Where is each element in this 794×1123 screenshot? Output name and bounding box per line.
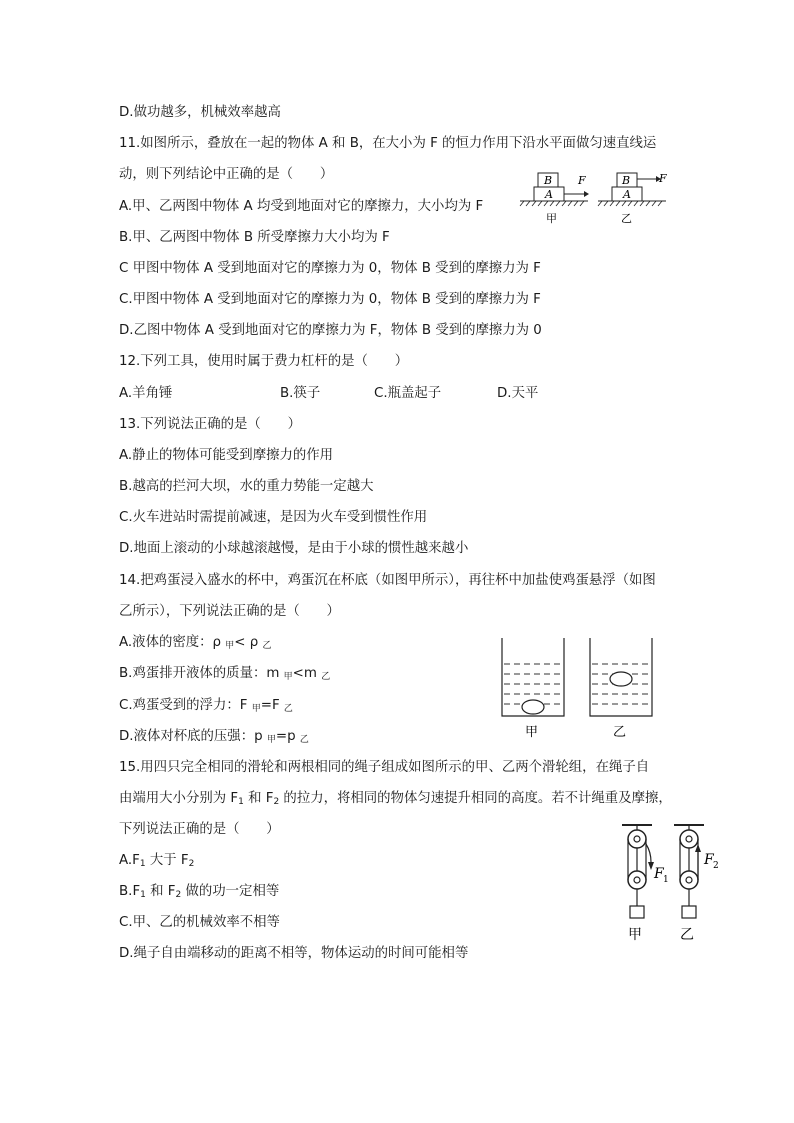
caption-yi: 乙 [613,725,627,740]
q15-stem-line1: 15.用四只完全相同的滑轮和两根相同的绳子组成如图所示的甲、乙两个滑轮组，在绳子自 [119,760,650,775]
q13-option-c: C.火车进站时需提前减速，是因为火车受到惯性作用 [119,510,428,525]
q15-option-b: $B.F_1$ 和 $F_2$ 做的功一定相等 [119,884,280,900]
q12-option-b: B.筷子 [280,386,321,401]
q11-stem-line1: 11.如图所示，叠放在一起的物体 A 和 B，在大小为 F 的恒力作用下沿水平面做匀速直线运 [119,136,657,151]
q14-option-a: A.液体的密度：ρ $_甲$< ρ $_乙$ [119,635,272,651]
q11-stem-line2: 动，则下列结论中正确的是（ ） [119,167,334,182]
q10-option-d: D.做功越多，机械效率越高 [119,105,281,120]
q15-stem-line2: 由端用大小分别为 $F_1$ 和 $F_2$ 的拉力，将相同的物体匀速提升相同的高度。若不计绳重及摩擦， [119,791,672,807]
weight-right [682,906,696,918]
caption-yi: 乙 [680,927,694,943]
q13-option-a: A.静止的物体可能受到摩擦力的作用 [119,448,334,463]
q11-option-c1: C 甲图中物体 A 受到地面对它的摩擦力为 0，物体 B 受到的摩擦力为 F [119,261,541,276]
q15-figure [618,822,728,944]
egg-right [610,672,632,686]
q11-option-b: B.甲、乙两图中物体 B 所受摩擦力大小均为 F [119,230,390,245]
q14-stem-line2: 乙所示），下列说法正确的是（ ） [119,604,340,619]
q15-option-c: C.甲、乙的机械效率不相等 [119,915,280,930]
q12-option-c: C.瓶盖起子 [374,386,442,401]
q12-option-d: D.天平 [497,386,539,401]
q14-figure [500,634,660,742]
label-b-right: B [622,174,631,187]
label-a-right: A [623,188,631,201]
caption-yi: 乙 [621,212,632,225]
q15-option-d: D.绳子自由端移动的距离不相等，物体运动的时间可能相等 [119,946,469,961]
svg-text:2: 2 [713,861,719,871]
label-f2: F [704,852,714,868]
q14-option-d: D.液体对杯底的压强：p $_甲$=p $_乙$ [119,729,309,745]
q12-option-a: A.羊角锤 [119,386,173,401]
ground-hatch-left [520,201,584,206]
q14-option-c: C.鸡蛋受到的浮力：F $_甲$=F $_乙$ [119,698,293,714]
label-f-left: F [578,174,586,187]
ground-hatch-right [598,201,662,206]
weight-left [630,906,644,918]
label-f-right: F [659,172,667,185]
q13-option-b: B.越高的拦河大坝，水的重力势能一定越大 [119,479,374,494]
q11-figure [518,168,668,226]
caption-jia: 甲 [628,927,642,943]
water-left [504,664,562,704]
q11-option-a: A.甲、乙两图中物体 A 均受到地面对它的摩擦力，大小均为 F [119,199,484,214]
q14-option-b: B.鸡蛋排开液体的质量：m $_甲$<m $_乙$ [119,666,331,682]
caption-jia: 甲 [525,725,539,740]
svg-text:1: 1 [663,875,669,885]
q14-stem-line1: 14.把鸡蛋浸入盛水的杯中，鸡蛋沉在杯底（如图甲所示），再往杯中加盐使鸡蛋悬浮（如图 [119,573,656,588]
q11-option-d: D.乙图中物体 A 受到地面对它的摩擦力为 F，物体 B 受到的摩擦力为 0 [119,323,542,338]
q13-stem: 13.下列说法正确的是（ ） [119,417,301,432]
q13-option-d: D.地面上滚动的小球越滚越慢，是由于小球的惯性越来越小 [119,541,469,556]
caption-jia: 甲 [546,212,557,225]
label-a-left: A [545,188,553,201]
q15-option-a: $A.F_1$ 大于 $F_2$ [119,853,195,869]
egg-left [522,700,544,714]
label-b-left: B [544,174,553,187]
q15-stem-line3: 下列说法正确的是（ ） [119,822,280,837]
label-f1: F [654,866,664,882]
q11-option-c2: C.甲图中物体 A 受到地面对它的摩擦力为 0，物体 B 受到的摩擦力为 F [119,292,541,307]
q12-stem: 12.下列工具，使用时属于费力杠杆的是（ ） [119,354,409,369]
arrow-head-left [584,191,589,197]
